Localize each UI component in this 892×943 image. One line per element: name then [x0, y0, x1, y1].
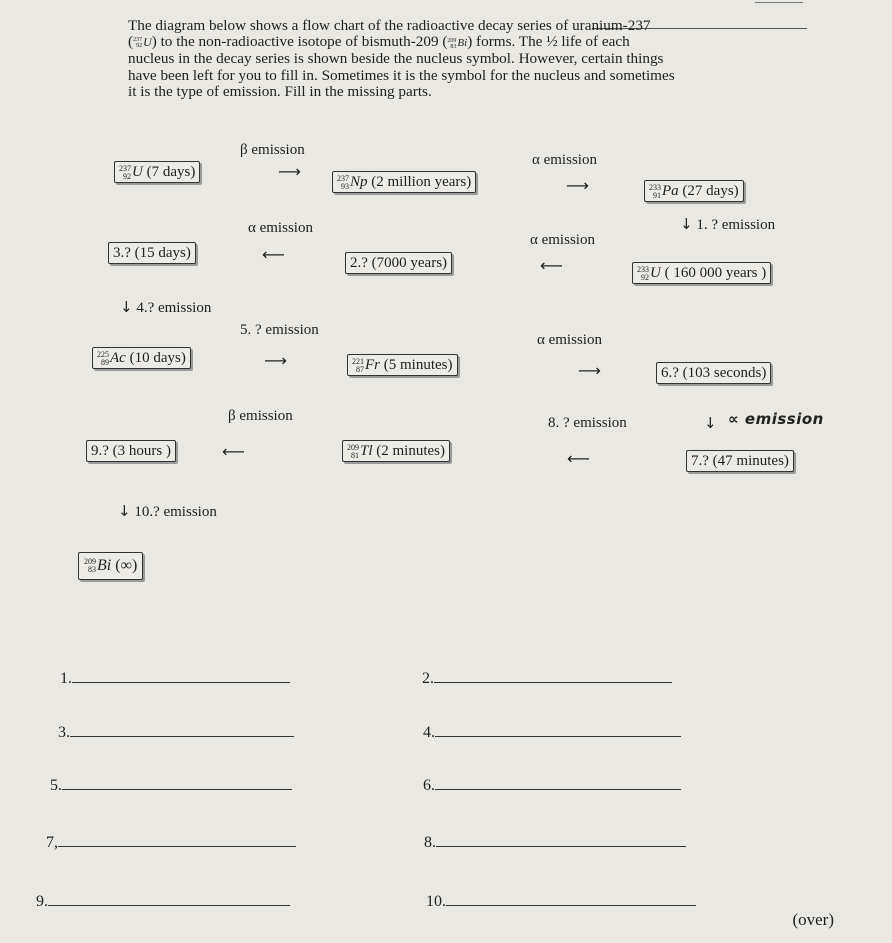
- emission-label: α emission: [248, 220, 313, 236]
- nucleus-pa233: 233 91 Pa (27 days): [644, 180, 744, 202]
- answer-blank-8[interactable]: [436, 832, 686, 847]
- answer-5: 5.: [50, 775, 292, 795]
- answer-blank-10[interactable]: [446, 891, 696, 906]
- right-arrow: ⟶: [578, 361, 601, 380]
- intro-line-4: have been left for you to fill in. Sometimes it is the symbol for the nucleus and sometimes: [128, 66, 675, 84]
- nucleus-unknown-6: 6.? (103 seconds): [656, 362, 771, 384]
- down-arrow: ↓: [704, 414, 717, 432]
- nucleus-np237: 237 93 Np (2 million years): [332, 171, 476, 193]
- left-arrow: ⟵: [262, 245, 285, 264]
- answer-blank-2[interactable]: [434, 668, 672, 683]
- nucleus-unknown-2: 2.? (7000 years): [345, 252, 452, 274]
- answer-blank-5[interactable]: [62, 775, 292, 790]
- nucleus-fr221: 221 87 Fr (5 minutes): [347, 354, 458, 376]
- nucleus-bi209: 209 83 Bi (∞): [78, 552, 143, 580]
- nucleus-unknown-9: 9.? (3 hours ): [86, 440, 176, 462]
- answer-7: 7,: [46, 832, 296, 852]
- emission-question-8: 8. ? emission: [548, 415, 627, 431]
- emission-question-5: 5. ? emission: [240, 322, 319, 338]
- left-arrow: ⟵: [222, 442, 245, 461]
- intro-line-1: The diagram below shows a flow chart of the radioactive decay series of uranium-237: [128, 17, 651, 34]
- nucleus-unknown-3: 3.? (15 days): [108, 242, 196, 264]
- answer-10: 10.: [426, 891, 696, 911]
- answer-blank-7[interactable]: [58, 832, 296, 847]
- nucleus-u237: 237 92 U (7 days): [114, 161, 200, 183]
- intro-line-3: nucleus in the decay series is shown beside the nucleus symbol. However, certain things: [128, 50, 664, 68]
- answer-blank-9[interactable]: [48, 891, 290, 906]
- nucleus-unknown-7: 7.? (47 minutes): [686, 450, 794, 472]
- answer-8: 8.: [424, 832, 686, 852]
- right-arrow: ⟶: [566, 176, 589, 195]
- answer-4: 4.: [423, 722, 681, 742]
- answer-3: 3.: [58, 722, 294, 742]
- emission-question-4: ↓ 4.? emission: [120, 298, 212, 316]
- nucleus-ac225: 225 89 Ac (10 days): [92, 347, 191, 369]
- answer-6: 6.: [423, 775, 681, 795]
- answer-1: 1.: [60, 668, 290, 688]
- answer-blank-6[interactable]: [435, 775, 681, 790]
- instructions-paragraph: [128, 18, 828, 100]
- emission-label: α emission: [537, 332, 602, 348]
- left-arrow: ⟵: [540, 256, 563, 275]
- emission-label: β emission: [240, 142, 305, 158]
- emission-label: α emission: [532, 152, 597, 168]
- emission-label: α emission: [530, 232, 595, 248]
- left-arrow: ⟵: [567, 449, 590, 468]
- answer-blank-4[interactable]: [435, 722, 681, 737]
- nucleus-tl209: 209 81 Tl (2 minutes): [342, 440, 450, 462]
- answer-blank-3[interactable]: [70, 722, 294, 737]
- intro-line-2: ( 237 92 U) to the non-radioactive isotope of bismuth-209 ( 209 83 Bi) forms. The ½ life of each: [128, 33, 630, 51]
- answer-9: 9.: [36, 891, 290, 911]
- right-arrow: ⟶: [278, 162, 301, 181]
- emission-label: β emission: [228, 408, 293, 424]
- emission-question-1: ↓ 1. ? emission: [680, 215, 776, 233]
- right-arrow: ⟶: [264, 351, 287, 370]
- emission-question-10: ↓ 10.? emission: [118, 502, 217, 520]
- answer-2: 2.: [422, 668, 672, 688]
- nucleus-u233: 233 92 U ( 160 000 years ): [632, 262, 771, 284]
- top-rule-short: [755, 2, 803, 3]
- answer-blank-1[interactable]: [72, 668, 290, 683]
- handwritten-answer: ∝ emission: [728, 410, 824, 428]
- intro-line-5: it is the type of emission. Fill in the missing parts.: [128, 82, 432, 100]
- page-footer-over: (over): [792, 910, 834, 929]
